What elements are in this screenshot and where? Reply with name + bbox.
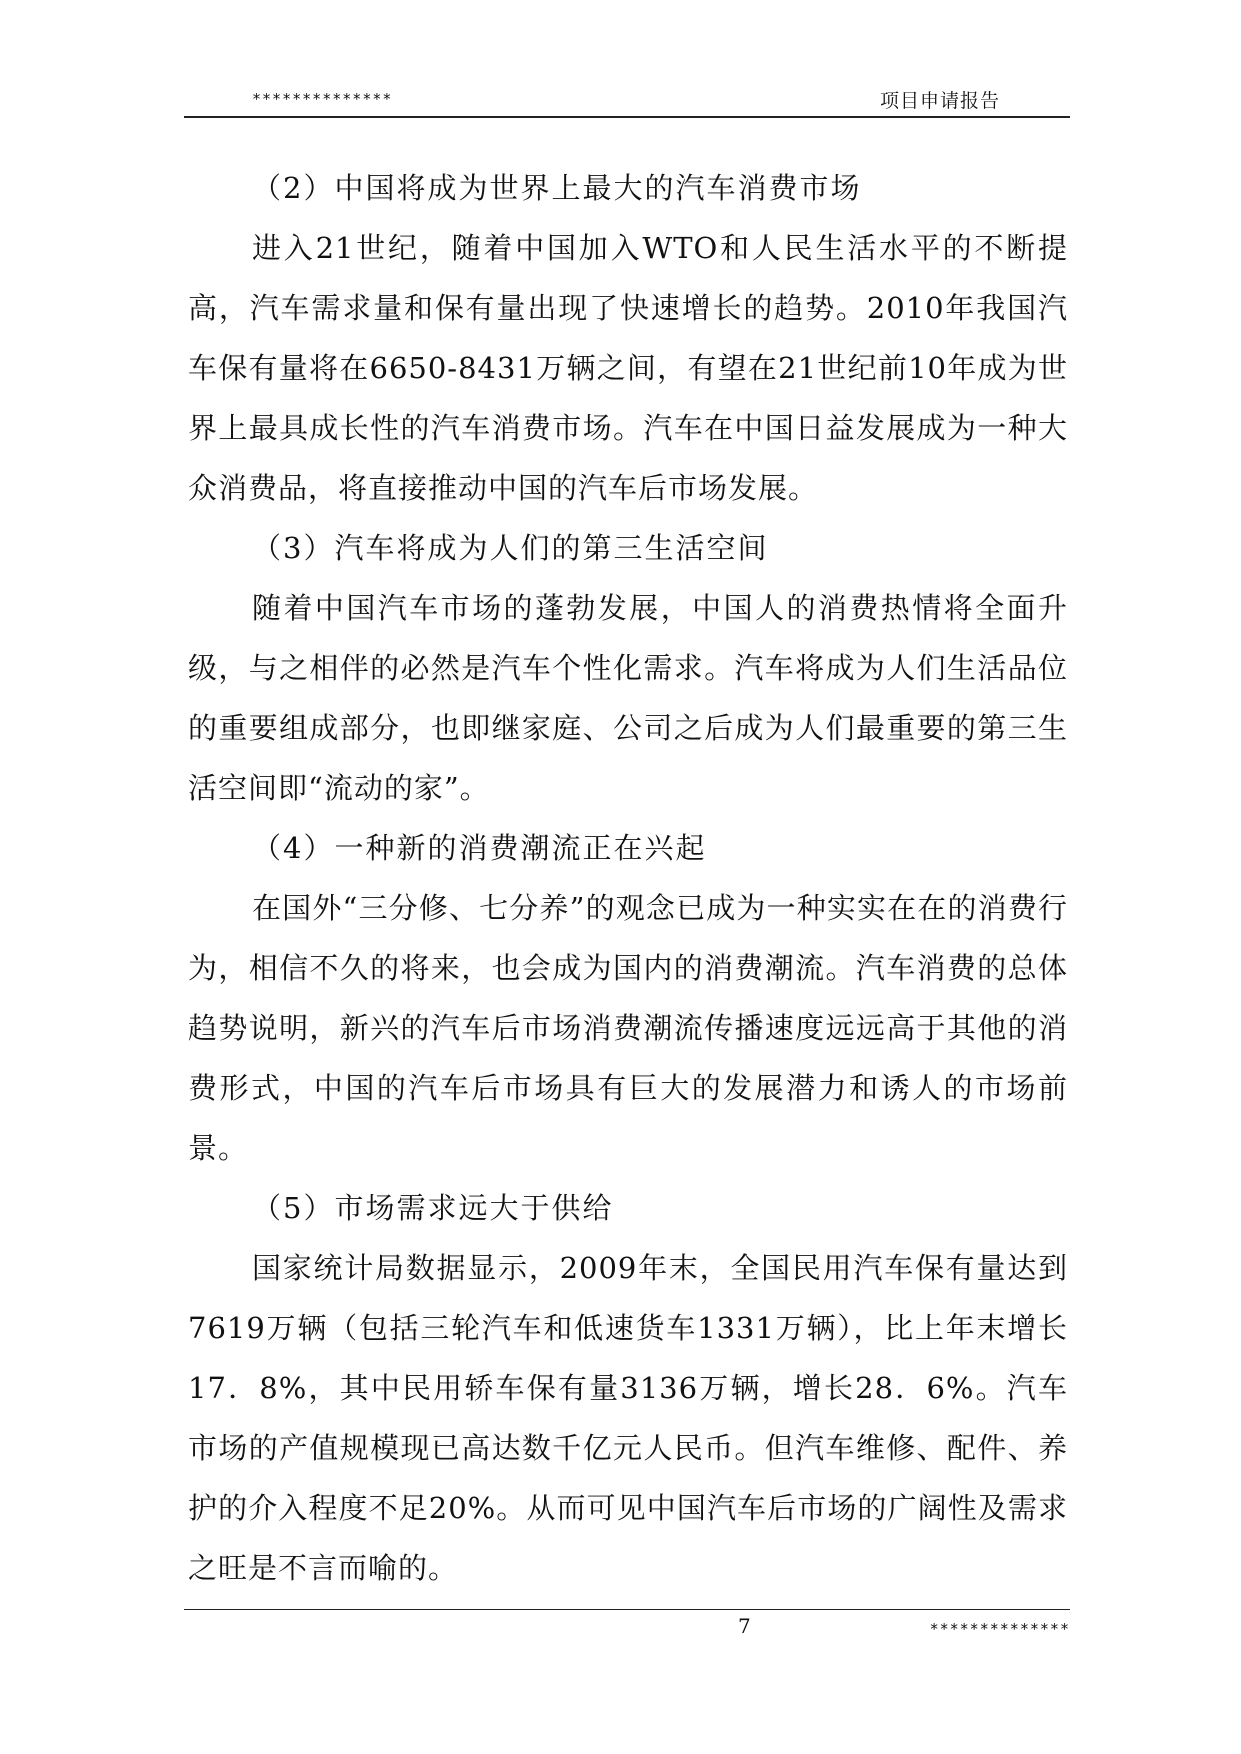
section-paragraph: 进入21世纪，随着中国加入WTO和人民生活水平的不断提高，汽车需求量和保有量出现了快速增长的趋势。2010年我国汽车保有量将在6650-8431万辆之间，有望在21世纪前10年成为世界上最具成长性的汽车消费市场。汽车在中国日益发展成为一种大众消费品，将直接推动中国的汽车后市场发展。 xyxy=(188,231,1068,505)
section-heading: （4）一种新的消费潮流正在兴起 xyxy=(252,831,707,865)
page-number: 7 xyxy=(738,1614,751,1638)
section-heading: （2）中国将成为世界上最大的汽车消费市场 xyxy=(252,171,862,205)
section-paragraph: 在国外“三分修、七分养”的观念已成为一种实实在在的消费行为，相信不久的将来，也会成为国内的消费潮流。汽车消费的总体趋势说明，新兴的汽车后市场消费潮流传播速度远远高于其他的消费形式，中国的汽车后市场具有巨大的发展潜力和诱人的市场前景。 xyxy=(188,891,1068,1165)
page-footer xyxy=(184,1609,1070,1650)
header-mask-text: ************** xyxy=(252,90,393,108)
header-title: 项目申请报告 xyxy=(879,90,1000,112)
section-paragraph: 国家统计局数据显示，2009年末，全国民用汽车保有量达到7619万辆（包括三轮汽车和低速货车1331万辆），比上年末增长17．8%，其中民用轿车保有量3136万辆，增长28．6%。汽车市场的产值规模现已高达数千亿元人民币。但汽车维修、配件、养护的介入程度不足20%。从而可见中国汽车后市场的广阔性及需求之旺是不言而喻的。 xyxy=(188,1251,1068,1585)
section-heading: （5）市场需求远大于供给 xyxy=(252,1191,614,1225)
page-header xyxy=(184,82,1070,118)
document-body xyxy=(188,158,1068,1598)
footer-mask-text: ************** xyxy=(929,1620,1070,1638)
section-paragraph: 随着中国汽车市场的蓬勃发展，中国人的消费热情将全面升级，与之相伴的必然是汽车个性化需求。汽车将成为人们生活品位的重要组成部分，也即继家庭、公司之后成为人们最重要的第三生活空间即“流动的家”。 xyxy=(188,591,1068,805)
section-heading: （3）汽车将成为人们的第三生活空间 xyxy=(252,531,769,565)
